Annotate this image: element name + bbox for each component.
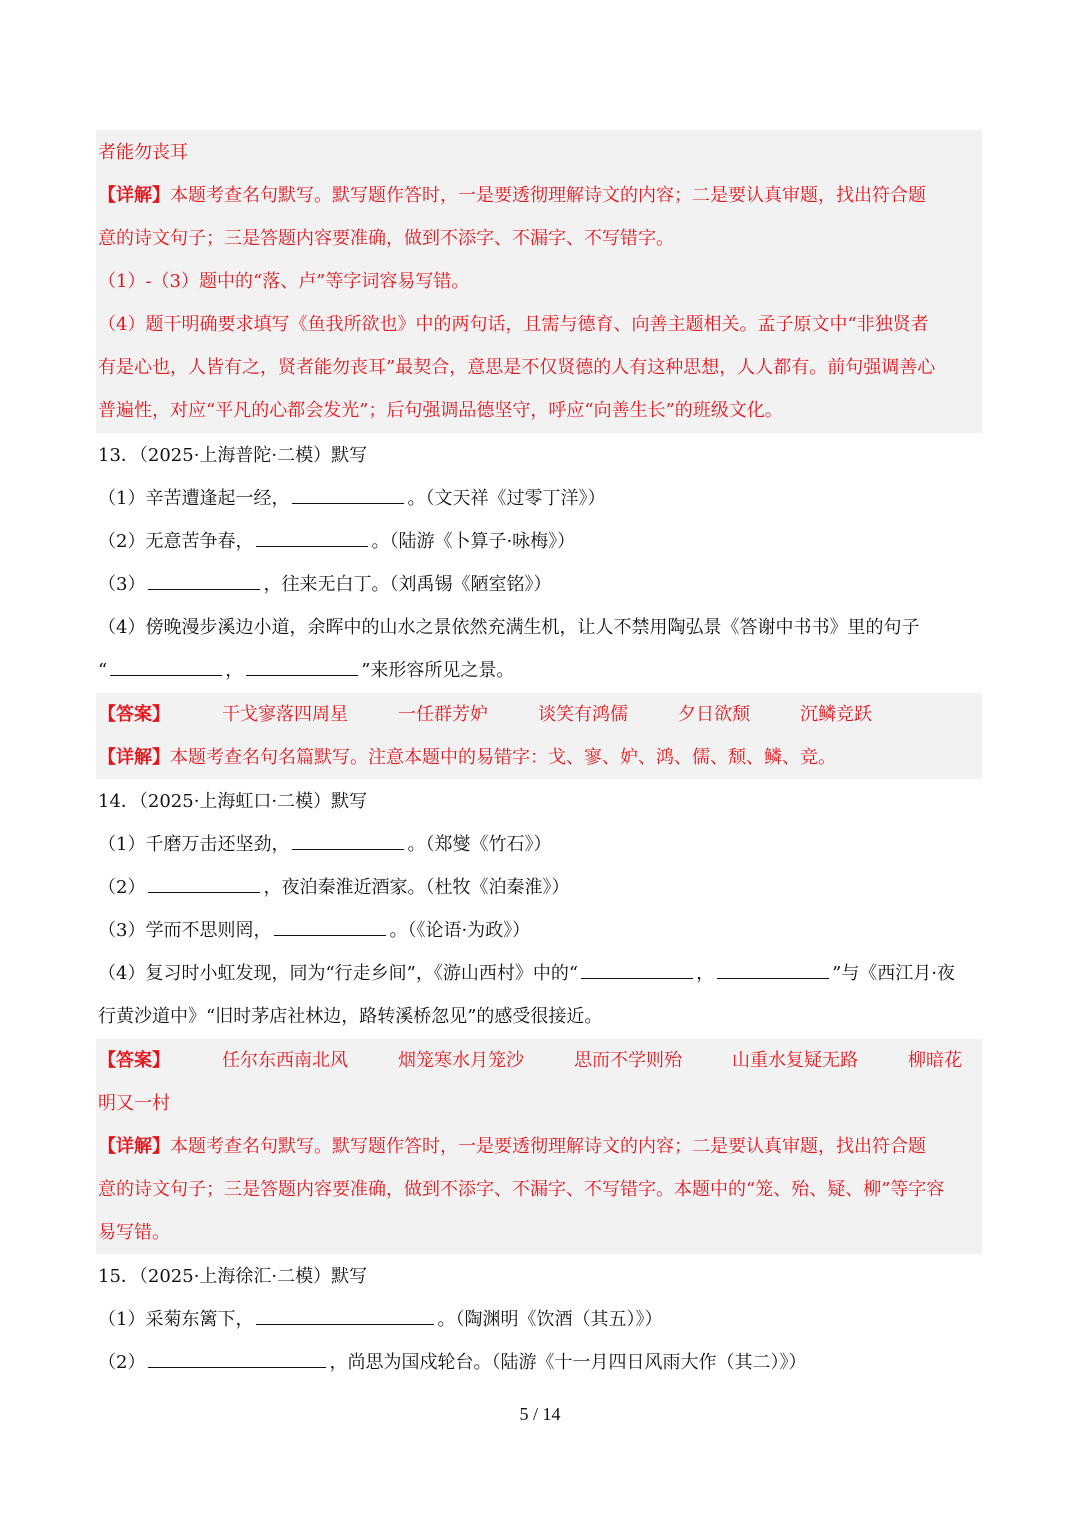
- fill-blank[interactable]: [274, 915, 386, 936]
- answer-item: 山重水复疑无路: [732, 1050, 858, 1071]
- page-number: 5 / 14: [519, 1404, 561, 1424]
- fill-blank[interactable]: [717, 958, 829, 979]
- answer-item: 干戈寥落四周星: [222, 704, 348, 725]
- q14-item-3: [98, 909, 982, 952]
- detail-label: 【详解】: [98, 1136, 170, 1157]
- q15-header: 15．（2025·上海徐汇·二模）默写: [98, 1266, 368, 1287]
- fill-blank[interactable]: [256, 526, 368, 547]
- comma: ，: [225, 660, 244, 681]
- q14-detail-line-3: 易写错。: [98, 1222, 170, 1243]
- prev-detail-line-3: （1）-（3）题中的“落、卢”等字词容易写错。: [98, 271, 470, 292]
- q15-item-2: [98, 1341, 982, 1384]
- item-text: （1）千磨万击还坚劲，: [98, 834, 290, 855]
- prev-detail-line-4: （4）题干明确要求填写《鱼我所欲也》中的两句话，且需与德育、向善主题相关。孟子原文中“非独贤者: [98, 314, 929, 335]
- prev-answer-tail: 者能勿丧耳: [98, 142, 188, 163]
- item-source: 。（《论语·为政》）: [389, 920, 531, 941]
- q15-item-1: [98, 1298, 982, 1341]
- answer-item: 烟笼寒水月笼沙: [398, 1050, 524, 1071]
- fill-blank[interactable]: [581, 958, 693, 979]
- q13-detail: [98, 736, 982, 779]
- detail-label: 【详解】: [98, 747, 170, 768]
- answer-label: 【答案】: [98, 1050, 170, 1071]
- fill-blank[interactable]: [110, 655, 222, 676]
- fill-blank[interactable]: [292, 483, 404, 504]
- comma: ，: [696, 963, 715, 984]
- item-text: （4）复习时小虹发现，同为“行走乡间”，《游山西村》中的“: [98, 963, 579, 984]
- prev-detail-line-1: [98, 174, 982, 217]
- item-text: （3）学而不思则罔，: [98, 920, 272, 941]
- item-text: （1）辛苦遭逢起一经，: [98, 488, 290, 509]
- answer-item: 谈笑有鸿儒: [538, 704, 628, 725]
- answer-item: 思而不学则殆: [574, 1050, 682, 1071]
- fill-blank[interactable]: [148, 1347, 326, 1368]
- item-source: ，夜泊秦淮近酒家。（杜牧《泊秦淮》）: [263, 877, 570, 898]
- q13-item-2: [98, 520, 982, 563]
- item-source: 。（陶渊明《饮酒（其五）》）: [437, 1309, 663, 1330]
- q14-answer-wrap: 明又一村: [98, 1093, 170, 1114]
- q13-item-4-line-2: [98, 649, 982, 692]
- prev-detail-line-6: 普遍性，对应“平凡的心都会发光”；后句强调品德坚守，呼应“向善生长”的班级文化。: [98, 400, 783, 421]
- answer-item: 一任群芳妒: [398, 704, 488, 725]
- prev-detail-line-5: 有是心也，人皆有之，贤者能勿丧耳”最契合，意思是不仅贤德的人有这种思想，人人都有。前句强调善心: [98, 357, 936, 378]
- detail-text: 本题考查名句默写。默写题作答时，一是要透彻理解诗文的内容；二是要认真审题，找出符合题: [170, 1136, 926, 1157]
- q14-detail-line-1: [98, 1125, 982, 1168]
- item-text: ”与《西江月·夜: [832, 963, 955, 984]
- item-text: （2）: [98, 1352, 146, 1373]
- q13-item-1: [98, 477, 982, 520]
- answer-item: 任尔东西南北风: [222, 1050, 348, 1071]
- answer-item: 柳暗花: [908, 1050, 962, 1071]
- fill-blank[interactable]: [292, 829, 404, 850]
- item-text: （3）: [98, 574, 146, 595]
- detail-label: 【详解】: [98, 185, 170, 206]
- quote-open: “: [98, 660, 108, 681]
- prev-detail-line-2: 意的诗文句子；三是答题内容要准确，做到不添字、不漏字、不写错字。: [98, 228, 674, 249]
- item-text: （2）: [98, 877, 146, 898]
- fill-blank[interactable]: [246, 655, 358, 676]
- item-source: 。（文天祥《过零丁洋》）: [407, 488, 606, 509]
- q14-item-4: [98, 952, 982, 995]
- fill-blank[interactable]: [256, 1304, 434, 1325]
- item-source: ，尚思为国戍轮台。（陆游《十一月四日风雨大作（其二）》）: [329, 1352, 807, 1373]
- answer-item: 夕日欲颓: [678, 704, 750, 725]
- q14-item-1: [98, 823, 982, 866]
- q14-item-2: [98, 866, 982, 909]
- q14-header: 14．（2025·上海虹口·二模）默写: [98, 791, 368, 812]
- detail-text: 本题考查名句默写。默写题作答时，一是要透彻理解诗文的内容；二是要认真审题，找出符合题: [170, 185, 926, 206]
- item-source: 。（陆游《卜算子·咏梅》）: [371, 531, 576, 552]
- item-text: （1）采菊东篱下，: [98, 1309, 254, 1330]
- item-text: （2）无意苦争春，: [98, 531, 254, 552]
- q14-detail-line-2: 意的诗文句子；三是答题内容要准确，做到不添字、不漏字、不写错字。本题中的“笼、殆、疑、柳”等字容: [98, 1179, 945, 1200]
- item-source: 。（郑燮《竹石》）: [407, 834, 552, 855]
- q13-item-4: （4）傍晚漫步溪边小道，余晖中的山水之景依然充满生机，让人不禁用陶弘景《答谢中书书》里的句子: [98, 617, 920, 638]
- detail-text: 本题考查名句名篇默写。注意本题中的易错字：戈、寥、妒、鸿、儒、颓、鳞、竞。: [170, 747, 836, 768]
- q13-item-3: [98, 563, 982, 606]
- q14-answer: [98, 1039, 982, 1082]
- item-source: ，往来无白丁。（刘禹锡《陋室铭》）: [263, 574, 552, 595]
- q14-item-4-line-2: 行黄沙道中》“旧时茅店社林边，路转溪桥忽见”的感受很接近。: [98, 1006, 603, 1027]
- answer-label: 【答案】: [98, 704, 170, 725]
- q13-answer: [98, 693, 982, 736]
- answer-item: 沉鳞竞跃: [800, 704, 872, 725]
- fill-blank[interactable]: [148, 569, 260, 590]
- q13-header: 13．（2025·上海普陀·二模）默写: [98, 445, 368, 466]
- fill-blank[interactable]: [148, 872, 260, 893]
- item-text: ”来形容所见之景。: [361, 660, 515, 681]
